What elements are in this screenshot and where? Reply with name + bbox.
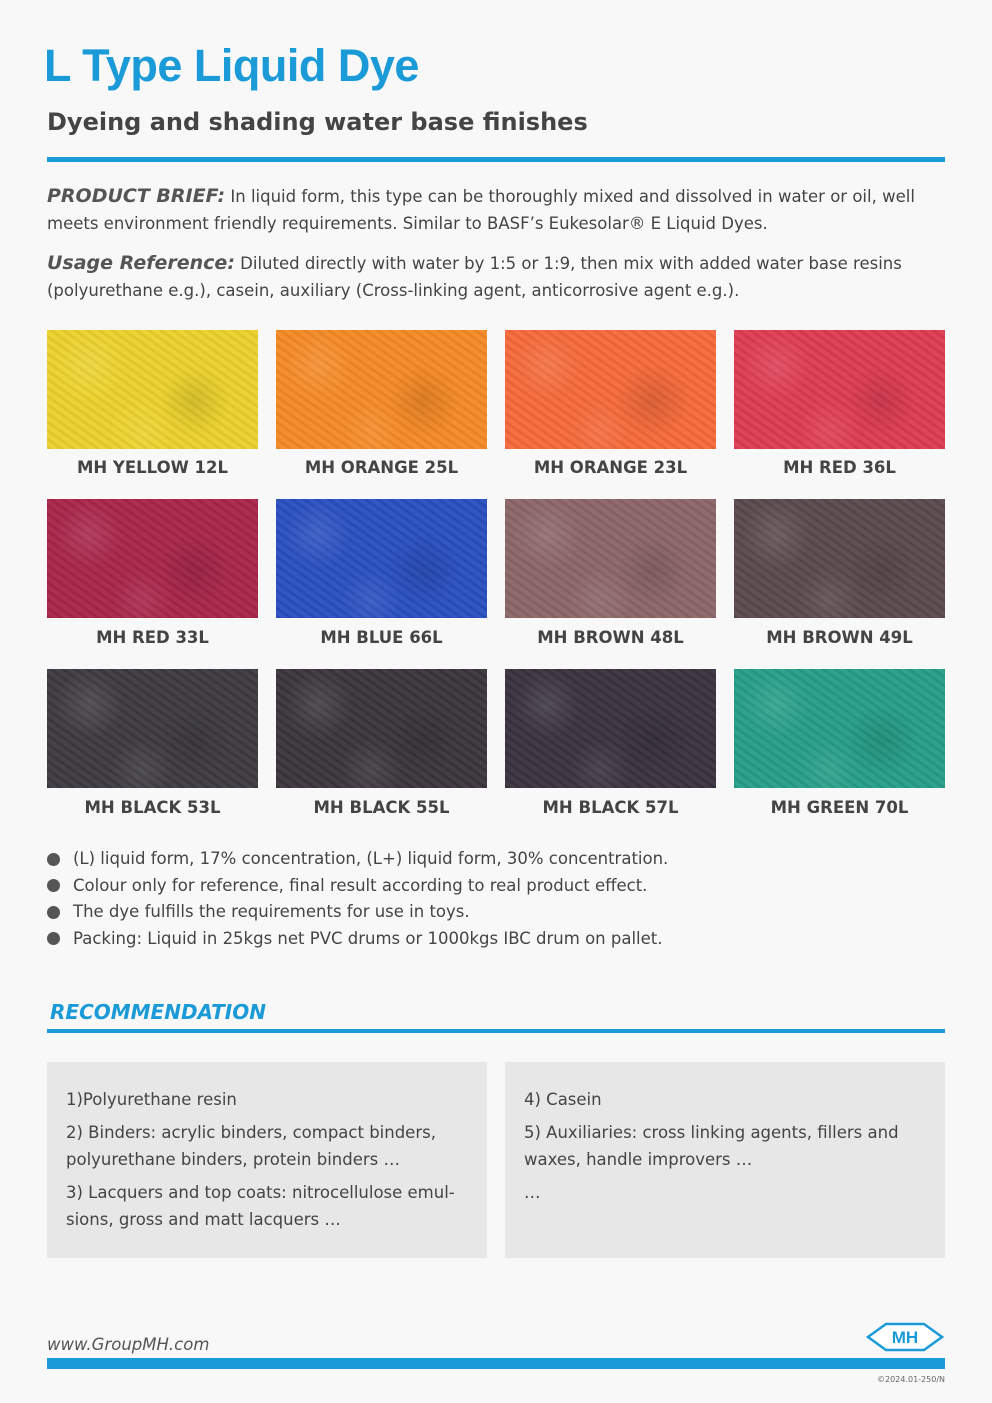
usage-reference <box>47 250 947 304</box>
swatch-yellow-12l <box>47 330 258 449</box>
swatch-green-70l <box>734 669 945 788</box>
recommendation-item: 5) Auxiliaries: cross linking agents, fillers and waxes, handle improvers … <box>524 1123 899 1169</box>
page-title: L Type Liquid Dye <box>44 40 419 91</box>
document-code: ©2024.01-250/N <box>877 1375 945 1384</box>
swatch-label: MH GREEN 70L <box>770 798 909 817</box>
swatch-orange-25l <box>276 330 487 449</box>
swatch-label: MH ORANGE 25L <box>304 458 459 477</box>
bullet-dot-icon <box>47 853 60 866</box>
recommendation-heading: RECOMMENDATION <box>50 1000 266 1024</box>
recommendation-box-left <box>47 1062 487 1258</box>
page-subtitle: Dyeing and shading water base finishes <box>47 108 588 136</box>
product-notes <box>47 846 668 952</box>
usage-reference-text: Diluted directly with water by 1:5 or 1:9, then mix with added water base resins (polyurethane e.g.), casein, auxiliary (Cross-linking agent, anticorrosive agent e.g.). <box>47 254 902 300</box>
swatch-blue-66l <box>276 499 487 618</box>
mh-logo-icon <box>866 1322 944 1352</box>
swatch-label: MH RED 36L <box>783 458 896 477</box>
recommendation-item: 1)Polyurethane resin <box>66 1090 237 1109</box>
footer-bar <box>47 1358 945 1369</box>
product-brief <box>47 183 947 237</box>
swatch-orange-23l <box>505 330 716 449</box>
recommendation-item: 4) Casein <box>524 1090 602 1109</box>
swatch-label: MH BROWN 48L <box>537 628 684 647</box>
recommendation-item: 2) Binders: acrylic binders, compact binders, polyurethane binders, protein binders … <box>66 1123 436 1169</box>
logo-text: MH <box>891 1328 919 1347</box>
swatch-brown-48l <box>505 499 716 618</box>
bullet-dot-icon <box>47 879 60 892</box>
product-brief-lead: PRODUCT BRIEF: <box>47 185 226 207</box>
recommendation-item: … <box>524 1183 541 1202</box>
swatch-black-55l <box>276 669 487 788</box>
swatch-red-33l <box>47 499 258 618</box>
swatch-label: MH BLACK 55L <box>313 798 450 817</box>
swatch-label: MH BLACK 57L <box>542 798 679 817</box>
recommendation-divider <box>47 1029 945 1033</box>
recommendation-box-right <box>505 1062 945 1258</box>
note-item: (L) liquid form, 17% concentration, (L+) liquid form, 30% concentration. <box>47 846 668 873</box>
swatch-brown-49l <box>734 499 945 618</box>
website-link[interactable]: www.GroupMH.com <box>47 1335 210 1354</box>
header-divider <box>47 157 945 162</box>
usage-reference-lead: Usage Reference: <box>47 252 235 274</box>
swatch-red-36l <box>734 330 945 449</box>
swatch-label: MH BROWN 49L <box>766 628 913 647</box>
product-brief-text: In liquid form, this type can be thoroughly mixed and dissolved in water or oil, well meets environment friendly requirements. Similar to BASF’s Eukesolar® E Liquid Dyes. <box>47 187 915 233</box>
note-item: Packing: Liquid in 25kgs net PVC drums or 1000kgs IBC drum on pallet. <box>47 926 668 953</box>
recommendation-item: 3) Lacquers and top coats: nitrocellulose emul-sions, gross and matt lacquers … <box>66 1183 455 1229</box>
bullet-dot-icon <box>47 932 60 945</box>
note-item: The dye fulfills the requirements for use in toys. <box>47 899 668 926</box>
swatch-label: MH BLACK 53L <box>84 798 221 817</box>
swatch-label: MH ORANGE 23L <box>533 458 688 477</box>
swatch-label: MH RED 33L <box>96 628 209 647</box>
swatch-black-57l <box>505 669 716 788</box>
swatch-label: MH YELLOW 12L <box>76 458 229 477</box>
note-item: Colour only for reference, final result according to real product effect. <box>47 873 668 900</box>
swatch-black-53l <box>47 669 258 788</box>
bullet-dot-icon <box>47 906 60 919</box>
swatch-label: MH BLUE 66L <box>320 628 443 647</box>
